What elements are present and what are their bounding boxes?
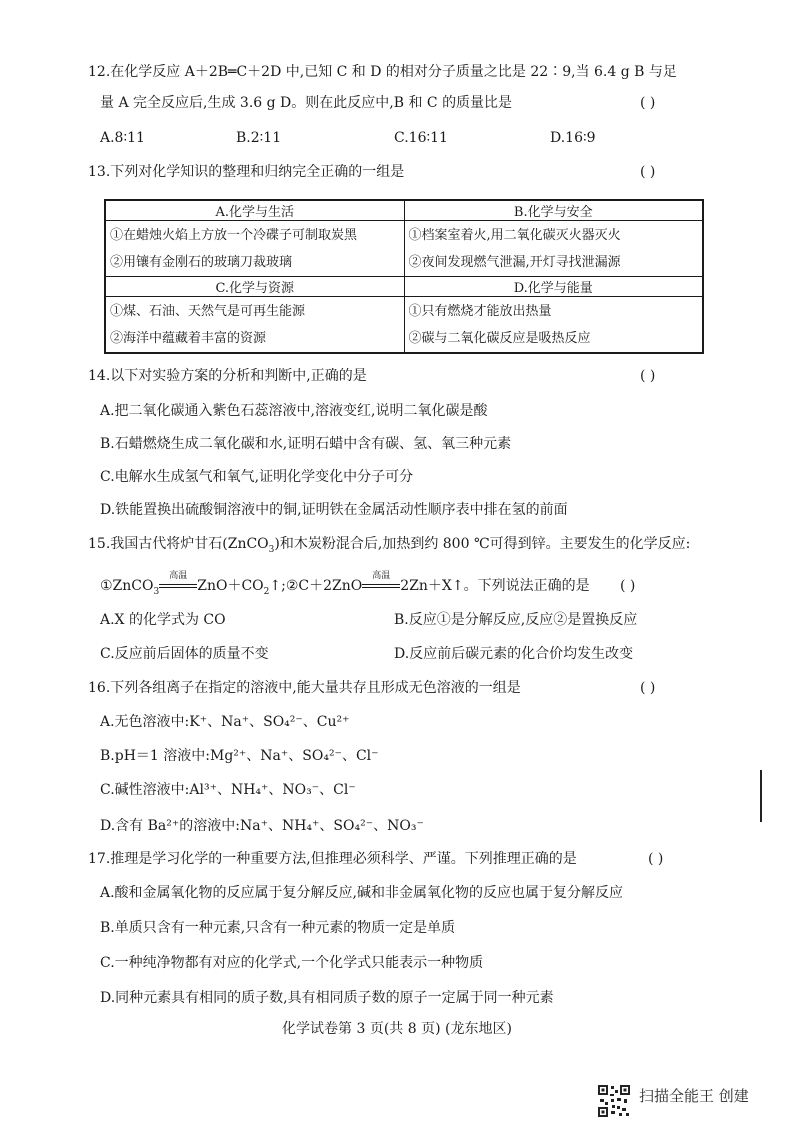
- q17-answer-paren: ( ): [648, 851, 664, 867]
- high-temp-label-2: 高温: [372, 571, 391, 581]
- q17-option-d: D.同种元素具有相同的质子数,具有相同质子数的原子一定属于同一种元素: [100, 990, 554, 1006]
- q16-option-b: B.pH＝1 溶液中:Mg²⁺、Na⁺、SO₄²⁻、Cl⁻: [100, 748, 379, 764]
- q14-option-d: D.铁能置换出硫酸铜溶液中的铜,证明铁在金属活动性顺序表中排在氢的前面: [100, 502, 568, 518]
- q15-option-c: C.反应前后固体的质量不变: [100, 646, 269, 662]
- table-a-item-2: ②用镶有金刚石的玻璃刀裁玻璃: [110, 254, 293, 270]
- q15-answer-paren: ( ): [620, 578, 636, 594]
- q15-eq1-sub2: 2: [263, 586, 270, 597]
- table-a-item-1: ①在蜡烛火焰上方放一个冷碟子可制取炭黑: [110, 227, 358, 243]
- q17-option-c: C.一种纯净物都有对应的化学式,一个化学式只能表示一种物质: [100, 955, 484, 971]
- q17-stem: 17.推理是学习化学的一种重要方法,但推理必须科学、严谨。下列推理正确的是: [88, 851, 577, 867]
- q15-equation-line: [100, 571, 590, 597]
- q17-option-a: A.酸和金属氧化物的反应属于复分解反应,碱和非金属氧化物的反应也属于复分解反应: [100, 885, 624, 901]
- table-b-item-1: ①档案室着火,用二氧化碳灭火器灭火: [408, 227, 621, 243]
- q15-line1-sub: 3: [268, 544, 275, 555]
- q15-eq1-up: ↑;: [269, 578, 286, 594]
- q12-line1: 12.在化学反应 A＋2B═C＋2D 中,已知 C 和 D 的相对分子质量之比是 22∶9,当 6.4 g B 与足: [88, 64, 677, 80]
- q12-line2: 量 A 完全反应后,生成 3.6 g D。则在此反应中,B 和 C 的质量比是: [100, 95, 513, 111]
- high-temp-condition-2: [362, 571, 400, 596]
- table-cell-d: [404, 297, 703, 354]
- q13-answer-paren: ( ): [640, 164, 656, 180]
- table-b-item-2: ②夜间发现燃气泄漏,开灯寻找泄漏源: [408, 254, 621, 270]
- table-header-d: D.化学与能量: [404, 277, 703, 297]
- table-d-item-2: ②碳与二氧化碳反应是吸热反应: [408, 330, 591, 346]
- q15-line1-a: 15.我国古代将炉甘石(ZnCO: [88, 536, 269, 552]
- q12-option-c: C.16∶11: [394, 130, 448, 146]
- qr-code-icon: [597, 1084, 631, 1118]
- table-cell-b: [404, 221, 703, 277]
- scanner-watermark-text: 扫描全能王 创建: [639, 1087, 749, 1105]
- q14-option-a: A.把二氧化碳通入紫色石蕊溶液中,溶液变红,说明二氧化碳是酸: [100, 403, 488, 419]
- table-header-b: B.化学与安全: [404, 200, 703, 221]
- q16-stem: 16.下列各组离子在指定的溶液中,能大量共存且形成无色溶液的一组是: [88, 680, 521, 696]
- q14-option-b: B.石蜡燃烧生成二氧化碳和水,证明石蜡中含有碳、氢、氧三种元素: [100, 436, 512, 452]
- page-footer: 化学试卷第 3 页(共 8 页) (龙东地区): [282, 1021, 512, 1037]
- table-header-a: A.化学与生活: [105, 200, 404, 221]
- q15-option-d: D.反应前后碳元素的化合价均发生改变: [394, 646, 634, 662]
- knowledge-table: [104, 199, 704, 354]
- q16-option-d: D.含有 Ba²⁺的溶液中:Na⁺、NH₄⁺、SO₄²⁻、NO₃⁻: [100, 818, 424, 834]
- table-cell-a: [105, 221, 404, 277]
- q15-eq1-left: ①ZnCO: [100, 578, 154, 594]
- q15-eq2-left: ②C＋2ZnO: [285, 578, 363, 594]
- high-temp-label-1: 高温: [169, 571, 188, 581]
- q12-answer-paren: ( ): [640, 95, 656, 111]
- q15-eq1-sub: 3: [153, 586, 160, 597]
- q15-eq2-right: 2Zn＋X↑。下列说法正确的是: [400, 578, 590, 594]
- q15-option-a: A.X 的化学式为 CO: [100, 612, 226, 628]
- table-c-item-2: ②海洋中蕴藏着丰富的资源: [110, 330, 267, 346]
- q16-option-c: C.碱性溶液中:Al³⁺、NH₄⁺、NO₃⁻、Cl⁻: [100, 782, 356, 798]
- q17-option-b: B.单质只含有一种元素,只含有一种元素的物质一定是单质: [100, 920, 456, 936]
- q12-option-d: D.16∶9: [550, 130, 596, 146]
- q15-line1-b: )和木炭粉混合后,加热到约 800 ℃可得到锌。主要发生的化学反应:: [274, 536, 691, 552]
- q12-option-b: B.2∶11: [236, 130, 282, 146]
- q16-answer-paren: ( ): [640, 680, 656, 696]
- q15-eq1-right: ZnO＋CO: [197, 578, 264, 594]
- q15-line1: [88, 534, 690, 554]
- table-cell-c: [105, 297, 404, 354]
- scan-edge-mark: [760, 770, 768, 822]
- high-temp-condition-1: [159, 571, 197, 596]
- table-d-item-1: ①只有燃烧才能放出热量: [408, 303, 552, 319]
- table-c-item-1: ①煤、石油、天然气是可再生能源: [110, 303, 306, 319]
- q15-option-b: B.反应①是分解反应,反应②是置换反应: [394, 612, 638, 628]
- q14-answer-paren: ( ): [640, 368, 656, 384]
- q12-option-a: A.8∶11: [100, 130, 145, 146]
- q14-option-c: C.电解水生成氢气和氧气,证明化学变化中分子可分: [100, 469, 414, 485]
- q14-stem: 14.以下对实验方案的分析和判断中,正确的是: [88, 368, 367, 384]
- q16-option-a: A.无色溶液中:K⁺、Na⁺、SO₄²⁻、Cu²⁺: [100, 714, 350, 730]
- table-header-c: C.化学与资源: [105, 277, 404, 297]
- q13-stem: 13.下列对化学知识的整理和归纳完全正确的一组是: [88, 164, 405, 180]
